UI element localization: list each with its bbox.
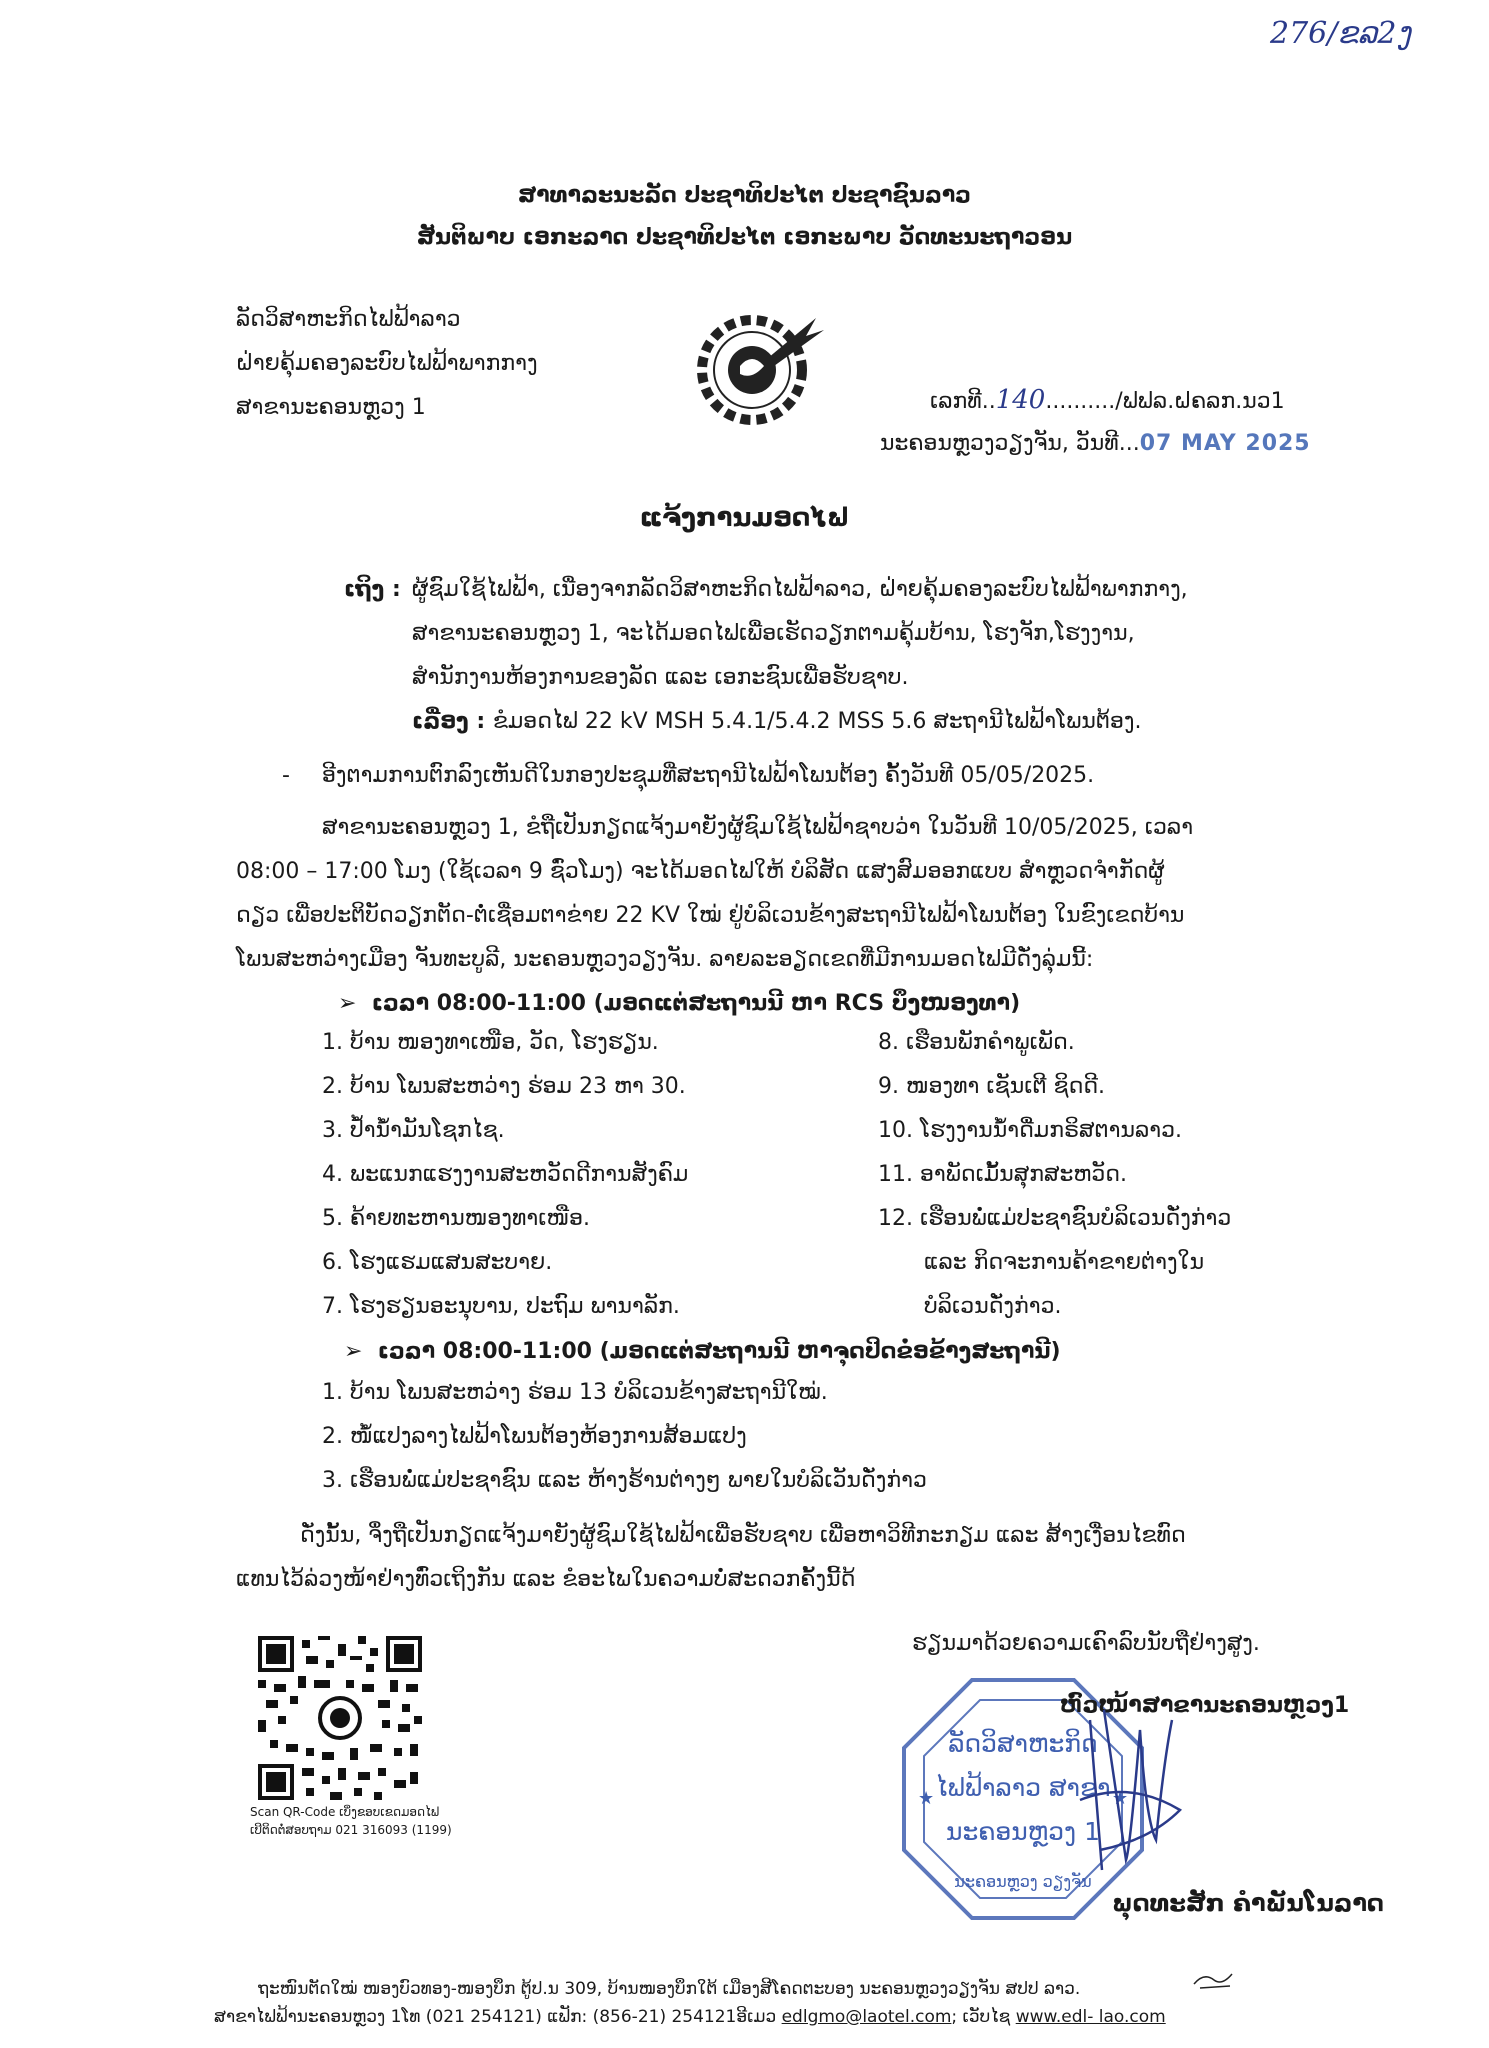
footer-address: ຖະໜົນຕັດໃໝ່ ໜອງບົວທອງ-ໜອງບຶກ ຕູ້ປ.ນ 309, ບ້ານໜອງບຶກໃຕ້ ເມືອງສີໂຄດຕະບອງ ນະຄອນຫຼວງວຽງຈັນ ສປປ ລາວ.	[258, 1979, 1081, 1999]
org-department: ຝ່າຍຄຸ້ມຄອງລະບົບໄຟຟ້າພາກກາງ	[236, 351, 538, 376]
ref-number-label: ເລກທີ	[930, 389, 982, 414]
stamp-star-right: ★	[1112, 1788, 1129, 1809]
country-name-line: ສາທາລະນະລັດ ປະຊາທິປະໄຕ ປະຊາຊົນລາວ	[518, 183, 971, 208]
qr-code[interactable]	[258, 1636, 422, 1800]
list-item: 2. ໜໍ້ແປງລາງໄຟຟ້າໂພນຕ້ອງຫ້ອງການສ້ອມແປງ	[322, 1424, 747, 1449]
to-line-1: ຜູ້ຊົມໃຊ້ໄຟຟ້າ, ເນື່ອງຈາກລັດວິສາຫະກິດໄຟຟ້າລາວ, ຝ່າຍຄຸ້ມຄອງລະບົບໄຟຟ້າພາກກາງ,	[412, 577, 1188, 602]
scribble-icon	[1192, 1970, 1234, 1990]
edl-logo	[690, 300, 830, 440]
national-motto: ສັນຕິພາບ ເອກະລາດ ປະຊາທິປະໄຕ ເອກະພາບ ວັດທະນະຖາວອນ	[416, 225, 1073, 250]
to-line-2: ສາຂານະຄອນຫຼວງ 1, ຈະໄດ້ມອດໄຟເພື່ອເຮັດວຽກຕາມຄຸ້ມບ້ານ, ໂຮງຈັກ,ໂຮງງານ,	[412, 621, 1135, 646]
signatory-name: ພຸດທະສັກ ຄຳພັນໂນລາດ	[1112, 1889, 1384, 1917]
footer-contact	[214, 2004, 1166, 2030]
qr-caption-2: ເບີຕິດຕໍ່ສອບຖາມ 021 316093 (1199)	[250, 1823, 452, 1837]
handwritten-reference: 276/ຂລ2ງ	[1270, 16, 1411, 51]
ref-number-value: 140	[995, 385, 1046, 415]
list-item: 12. ເຮືອນພໍ່ແມ່ປະຊາຊົນບໍລິເວນດັ່ງກ່າວ	[878, 1206, 1232, 1231]
subject-line: ເລື່ອງ : ຂໍມອດໄຟ 22 kV MSH 5.4.1/5.4.2 MSS 5.6 ສະຖານີໄຟຟ້າໂພນຕ້ອງ.	[412, 709, 1142, 734]
footer-website-link[interactable]: www.edl- lao.com	[1015, 2007, 1166, 2027]
body-line-1: ສາຂານະຄອນຫຼວງ 1, ຂໍຖືເປັນກຽດແຈ້ງມາຍັງຜູ້ຊົມໃຊ້ໄຟຟ້າຊາບວ່າ ໃນວັນທີ 10/05/2025, ເວລາ	[322, 815, 1194, 840]
section-2-heading: ➢ ເວລາ 08:00-11:00 (ມອດແຕ່ສະຖານນີ ຫາຈຸດປິດຂໍ່ອຂ້າງສະຖານີ)	[344, 1339, 1061, 1364]
to-label: ເຖິງ :	[344, 577, 401, 602]
handwritten-signature	[1060, 1700, 1200, 1880]
stamp-text-1: ລັດວິສາຫະກິດ	[948, 1729, 1098, 1758]
body-line-2: 08:00 – 17:00 ໂມງ (ໃຊ້ເວລາ 9 ຊົ່ວໂມງ) ຈະໄດ້ມອດໄຟໃຫ້ ບໍລິສັດ ແສງສົມອອກແບບ ສຳຫຼວດຈຳກັດຜູ້	[236, 859, 1165, 884]
body-line-4: ໂພນສະຫວ່າງເມືອງ ຈັນທະບູລີ, ນະຄອນຫຼວງວຽງຈັນ. ລາຍລະອຽດເຂດທີ່ມີການມອດໄຟມີດັ່ງລຸ່ມນີ້:	[236, 947, 1094, 972]
list-item-continuation: ບໍລິເວນດັ່ງກ່າວ.	[924, 1294, 1062, 1319]
stamp-star-left: ★	[918, 1788, 935, 1809]
list-item: 10. ໂຮງງານນ້ຳດື່ມກຣິສຕານລາວ.	[878, 1118, 1183, 1143]
reference-dash: -	[282, 763, 290, 788]
closing-line-1: ດັ່ງນັ້ນ, ຈຶ່ງຖືເປັນກຽດແຈ້ງມາຍັງຜູ້ຊົມໃຊ້ໄຟຟ້າເພື່ອຮັບຊາບ ເພື່ອຫາວິທີກະກຽມ ແລະ ສ້າງເງື່ອນໄຂທົດ	[300, 1523, 1186, 1548]
signatory-title: ຫົວໜ້າສາຂານະຄອນຫຼວງ1	[1060, 1693, 1350, 1718]
list-item: 7. ໂຮງຮຽນອະນຸບານ, ປະຖົມ ພານາລັກ.	[322, 1294, 680, 1319]
list-item: 2. ບ້ານ ໂພນສະຫວ່າງ ຮ່ອມ 23 ຫາ 30.	[322, 1074, 686, 1099]
regards-line: ຮຽນມາດ້ວຍຄວາມເຄົາລົບນັບຖືຢ່າງສູງ.	[912, 1631, 1260, 1656]
place-date-line: ນະຄອນຫຼວງວຽງຈັນ, ວັນທີ...07 MAY 2025	[880, 431, 1311, 456]
reference-line: ອີງຕາມການຕົກລົງເຫັນດີໃນກອງປະຊຸມທີ່ສະຖານີໄຟຟ້າໂພນຕ້ອງ ຄັ້ງວັນທີ 05/05/2025.	[322, 763, 1095, 788]
list-item: 1. ບ້ານ ໜອງທາເໜືອ, ວັດ, ໂຮງຮຽນ.	[322, 1030, 659, 1055]
footer-website-label: ; ເວັບໄຊ	[951, 2007, 1016, 2027]
qr-code-icon	[258, 1636, 422, 1800]
footer-email-link[interactable]: edlgmo@laotel.com	[781, 2007, 952, 2027]
org-branch: ສາຂານະຄອນຫຼວງ 1	[236, 395, 426, 420]
subject-label: ເລື່ອງ	[412, 709, 469, 734]
ref-number-suffix: /ຟຟລ.ຝຄລກ.ນວ1	[1115, 389, 1285, 414]
list-item: 4. ພະແນກແຮງງານສະຫວັດດີການສັງຄົມ	[322, 1162, 689, 1187]
list-item: 3. ເຮືອນພໍ່ແມ່ປະຊາຊົນ ແລະ ຫ້າງຮ້ານຕ່າງໆ ພາຍໃນບໍລິເວັນດັ່ງກ່າວ	[322, 1468, 927, 1493]
place-date-label: ນະຄອນຫຼວງວຽງຈັນ, ວັນທີ	[880, 431, 1119, 456]
stamp-ring-text: ນະຄອນຫຼວງ ວຽງຈັນ	[954, 1872, 1092, 1891]
list-item: 8. ເຮືອນພັກຄຳພູເພັດ.	[878, 1030, 1075, 1055]
stamp-text-2: ໄຟຟ້າລາວ ສາຂາ	[935, 1773, 1111, 1802]
to-line-3: ສຳນັກງານຫ້ອງການຂອງລັດ ແລະ ເອກະຊົນເພື່ອຮັບຊາບ.	[412, 665, 909, 690]
list-item: 6. ໂຮງແຮມແສນສະບາຍ.	[322, 1250, 553, 1275]
date-stamp: 07 MAY 2025	[1139, 431, 1311, 456]
footer-flourish	[1192, 1970, 1234, 1990]
gear-logo-icon	[690, 300, 830, 440]
org-name: ລັດວິສາຫະກິດໄຟຟ້າລາວ	[236, 307, 461, 332]
list-item-continuation: ແລະ ກິດຈະການຄ້າຂາຍຕ່າງໃນ	[924, 1250, 1205, 1275]
section-1-heading: ➢ ເວລາ 08:00-11:00 (ມອດແຕ່ສະຖານນີ ຫາ RCS ບຶງໜອງທາ)	[338, 991, 1021, 1016]
list-item: 1. ບ້ານ ໂພນສະຫວ່າງ ຮ່ອມ 13 ບໍລິເວນຂ້າງສະຖານີໃໝ່.	[322, 1380, 828, 1405]
subject-text: ຂໍມອດໄຟ 22 kV MSH 5.4.1/5.4.2 MSS 5.6 ສະຖານີໄຟຟ້າໂພນຕ້ອງ.	[492, 709, 1142, 734]
qr-caption-1: Scan QR-Code ເບິ່ງຂອບເຂດມອດໄຟ	[250, 1805, 440, 1819]
ref-number-line: ເລກທີ..140........../ຟຟລ.ຝຄລກ.ນວ1	[930, 385, 1285, 415]
list-item: 11. ອາພັດເມັ້ນສຸກສະຫວັດ.	[878, 1162, 1128, 1187]
list-item: 3. ປໍ້ານ້ຳມັນໂຊກໄຊ.	[322, 1118, 505, 1143]
list-item: 5. ຄ້າຍທະຫານໜອງທາເໜືອ.	[322, 1206, 591, 1231]
signature-icon	[1060, 1700, 1200, 1880]
footer-contact-text: ສາຂາໄຟຟ້ານະຄອນຫຼວງ 1ໂທ (021 254121) ແຟັກ: (856-21) 254121ອີເມວ	[214, 2007, 782, 2027]
list-item: 9. ໜອງທາ ເຊັນເຕີ ຊິດດີ.	[878, 1074, 1106, 1099]
stamp-text-3: ນະຄອນຫຼວງ 1	[946, 1817, 1100, 1846]
document-title: ແຈ້ງການມອດໄຟ	[639, 503, 850, 533]
body-line-3: ດຽວ ເພື່ອປະຕິບັດວຽກຕັດ-ຕໍ່ເຊື່ອມຕາຂ່າຍ 22 KV ໃໝ່ ຢູ່ບໍລິເວນຂ້າງສະຖານີໄຟຟ້າໂພນຕ້ອງ ໃນຂົງເຂດບ້ານ	[236, 903, 1185, 928]
closing-line-2: ແທນໄວ້ລ່ວງໜ້າຢ່າງທົ່ວເຖິງກັນ ແລະ ຂໍອະໄພໃນຄວາມບໍ່ສະດວກຄັ້ງນີ້ດ້	[236, 1567, 856, 1592]
